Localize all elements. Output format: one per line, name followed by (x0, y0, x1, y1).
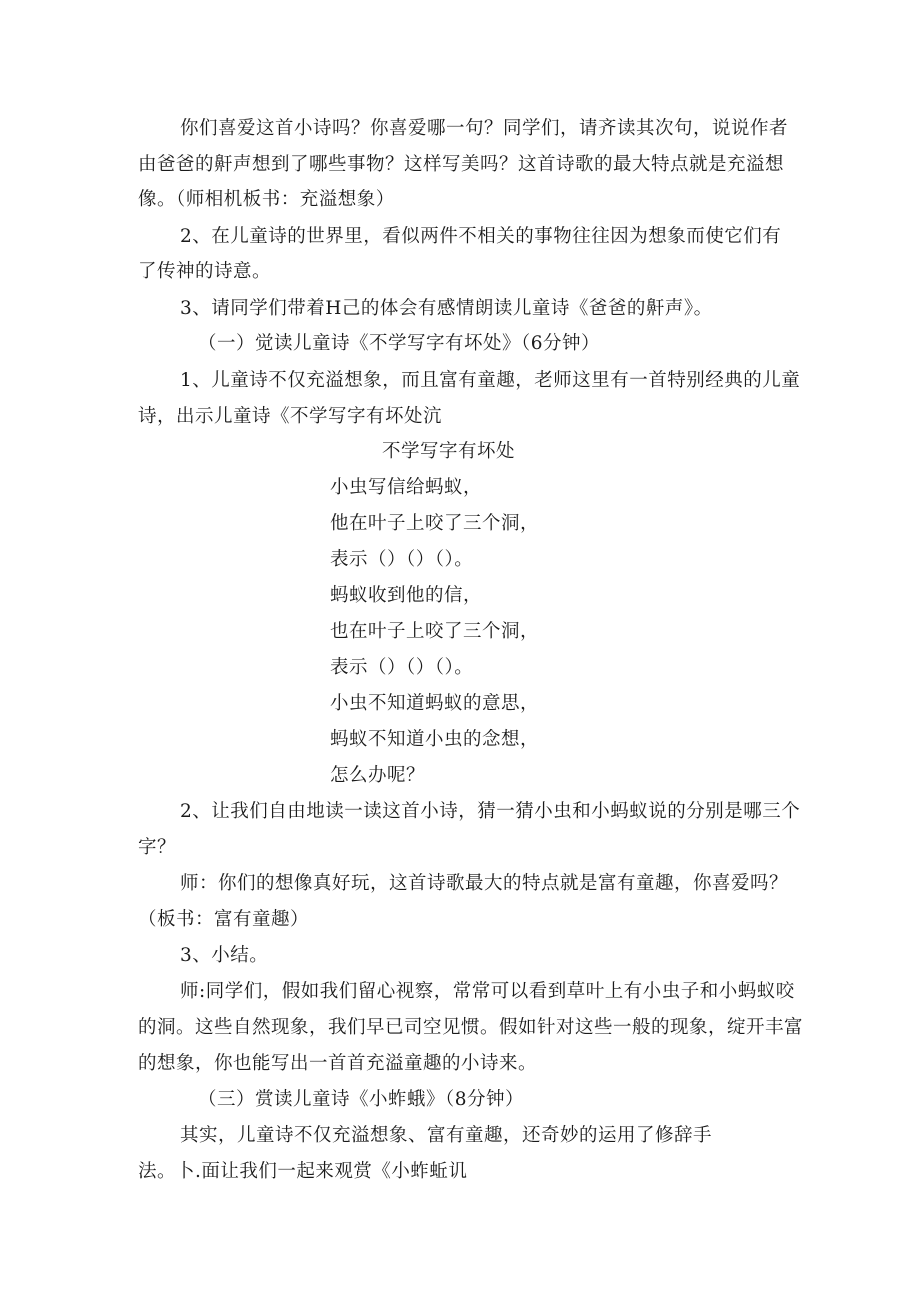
paragraph-line: 法。卜.面让我们一起来观赏《小蚱蚯讥 (138, 1161, 468, 1182)
paragraph-line: 3、请同学们带着H己的体会有感情朗读儿童诗《爸爸的鼾声》。 (180, 298, 713, 319)
paragraph-line: 2、让我们自由地读一读这首小诗，猜一猜小虫和小蚂蚁说的分别是哪三个 (180, 801, 801, 822)
poem-line: 小虫写信给蚂蚁， (330, 477, 483, 498)
paragraph-line: 3、小结。 (180, 945, 269, 966)
section-heading: （一）觉读儿童诗《不学写字有坏处》（6分钟） (198, 333, 601, 354)
paragraph-line: 师:同学们，假如我们留心视察，常常可以看到草叶上有小虫子和小蚂蚁咬 (180, 981, 795, 1002)
paragraph-line: 2、在儿童诗的世界里，看似两件不相关的事物往往因为想象而使它们有 (180, 226, 782, 247)
poem-line: 小虫不知道蚂蚁的意思， (330, 693, 540, 714)
poem-line: 蚂蚁不知道小虫的念想， (330, 729, 540, 750)
poem-line: 也在叶子上咬了三个洞， (330, 621, 540, 642)
paragraph-line: 字？ (138, 837, 177, 858)
paragraph-line: 像。（师相机板书：充溢想象） (138, 189, 395, 210)
poem-line: 他在叶子上咬了三个洞， (330, 513, 540, 534)
paragraph-line: 师：你们的想像真好玩，这首诗歌最大的特点就是富有童趣，你喜爱吗？ (180, 873, 789, 894)
paragraph-line: 了传神的诗意。 (138, 261, 272, 282)
paragraph-line: 的想象，你也能写出一首首充溢童趣的小诗来。 (138, 1053, 538, 1074)
paragraph-line: 诗，出示儿童诗《不学写字有坏处沆 (138, 406, 443, 427)
paragraph-line: 其实，儿童诗不仅充溢想象、富有童趣，还奇妙的运用了修辞手 (180, 1125, 713, 1146)
paragraph-line: （板书：富有童趣） (138, 909, 310, 930)
poem-line: 表示（）（）（）。 (330, 549, 474, 570)
paragraph-line: 你们喜爱这首小诗吗？你喜爱哪一句？同学们，请齐读其次句，说说作者 (180, 118, 789, 139)
section-heading: （三）赏读儿童诗《小蚱蛾》（8分钟） (198, 1089, 525, 1110)
paragraph-line: 的洞。这些自然现象，我们早已司空见惯。假如针对这些一般的现象，绽开丰富 (138, 1017, 804, 1038)
poem-line: 表示（）（）（）。 (330, 657, 474, 678)
paragraph-line: 1、儿童诗不仅充溢想象，而且富有童趣，老师这里有一首特别经典的儿童 (180, 370, 801, 391)
poem-line: 蚂蚁收到他的信， (330, 585, 483, 606)
poem-line: 怎么办呢？ (330, 765, 426, 786)
paragraph-line: 由爸爸的鼾声想到了哪些事物？这样写美吗？这首诗歌的最大特点就是充溢想 (138, 154, 785, 175)
poem-title: 不学写字有坏处 (382, 441, 516, 462)
